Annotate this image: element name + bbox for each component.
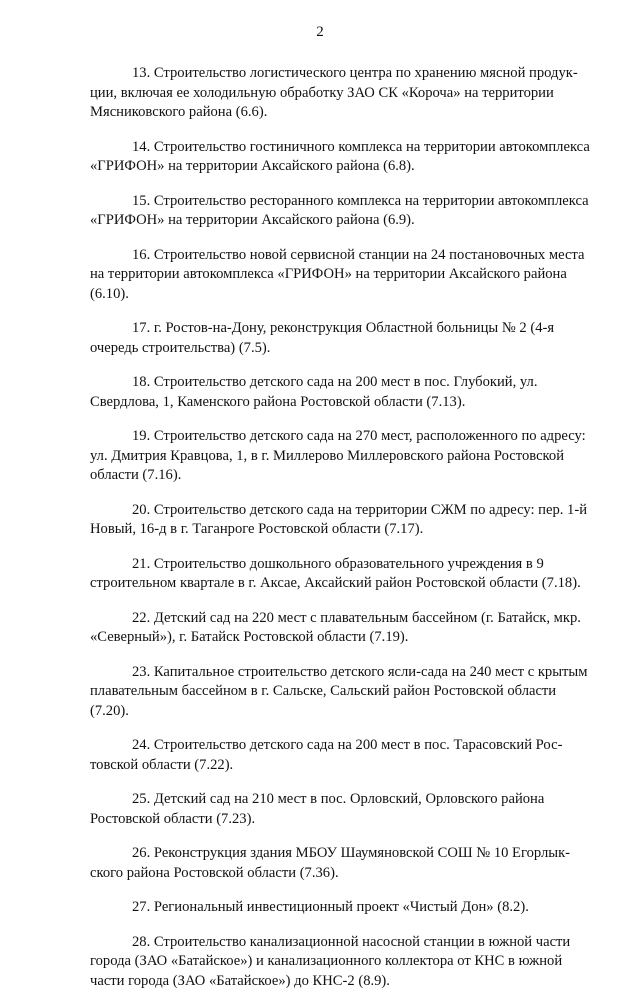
list-item: 27. Региональный инвестиционный проект «Чистый Дон» (8.2). xyxy=(132,899,529,915)
list-item: 15. Строительство ресторанного комплекса на территории автокомплекса «ГРИФОН» на территории Аксайского района (6.9). xyxy=(90,192,589,228)
page-number: 2 xyxy=(316,24,324,40)
list-item: 13. Строительство логистического центра по хранению мясной продукции, включая ее холодильную обработку ЗАО СК «Короча» на территории Мясниковского района (6.6). xyxy=(90,65,578,120)
list-item: 21. Строительство дошкольного образовательного учреждения в 9 строительном квартале в г. Аксае, Аксайский район Ростовской области (7.18). xyxy=(90,555,581,591)
list-item: 14. Строительство гостиничного комплекса на территории автокомплекса «ГРИФОН» на территории Аксайского района (6.8). xyxy=(90,138,590,174)
list-item: 25. Детский сад на 210 мест в пос. Орловский, Орловского района Ростовской области (7.23). xyxy=(90,791,545,827)
list-item: 20. Строительство детского сада на территории СЖМ по адресу: пер. 1-й Новый, 16-д в г. Таганроге Ростовской области (7.17). xyxy=(90,501,588,537)
list-item: 18. Строительство детского сада на 200 мест в пос. Глубокий, ул. Свердлова, 1, Каменского района Ростовской области (7.13). xyxy=(90,374,538,410)
list-item: 17. г. Ростов-на-Дону, реконструкция Областной больницы № 2 (4-я очередь строительства) (7.5). xyxy=(90,320,555,356)
list-item: 28. Строительство канализационной насосной станции в южной части города (ЗАО «Батайское») и канализационного коллектора от КНС в южной части города (ЗАО «Батайское») до КНС-2 (8.9). xyxy=(90,933,571,989)
list-item: 16. Строительство новой сервисной станции на 24 постановочных места на территории автокомплекса «ГРИФОН» на территории Аксайского района (6.10). xyxy=(90,246,585,302)
list-item: 24. Строительство детского сада на 200 мест в пос. Тарасовский Ростовской области (7.22). xyxy=(90,737,563,773)
list-item: 19. Строительство детского сада на 270 мест, расположенного по адресу: ул. Дмитрия Кравцова, 1, в г. Миллерово Миллеровского района Ростовской области (7.16). xyxy=(90,428,586,483)
project-list xyxy=(90,64,590,1006)
list-item: 23. Капитальное строительство детского ясли-сада на 240 мест с крытым плавательным бассейном в г. Сальске, Сальский район Ростовской области (7.20). xyxy=(90,663,588,719)
list-item: 26. Реконструкция здания МБОУ Шаумяновской СОШ № 10 Егорлыкского района Ростовской области (7.36). xyxy=(90,845,571,881)
list-item: 22. Детский сад на 220 мест с плавательным бассейном (г. Батайск, мкр. «Северный»), г. Батайск Ростовской области (7.19). xyxy=(90,609,581,645)
